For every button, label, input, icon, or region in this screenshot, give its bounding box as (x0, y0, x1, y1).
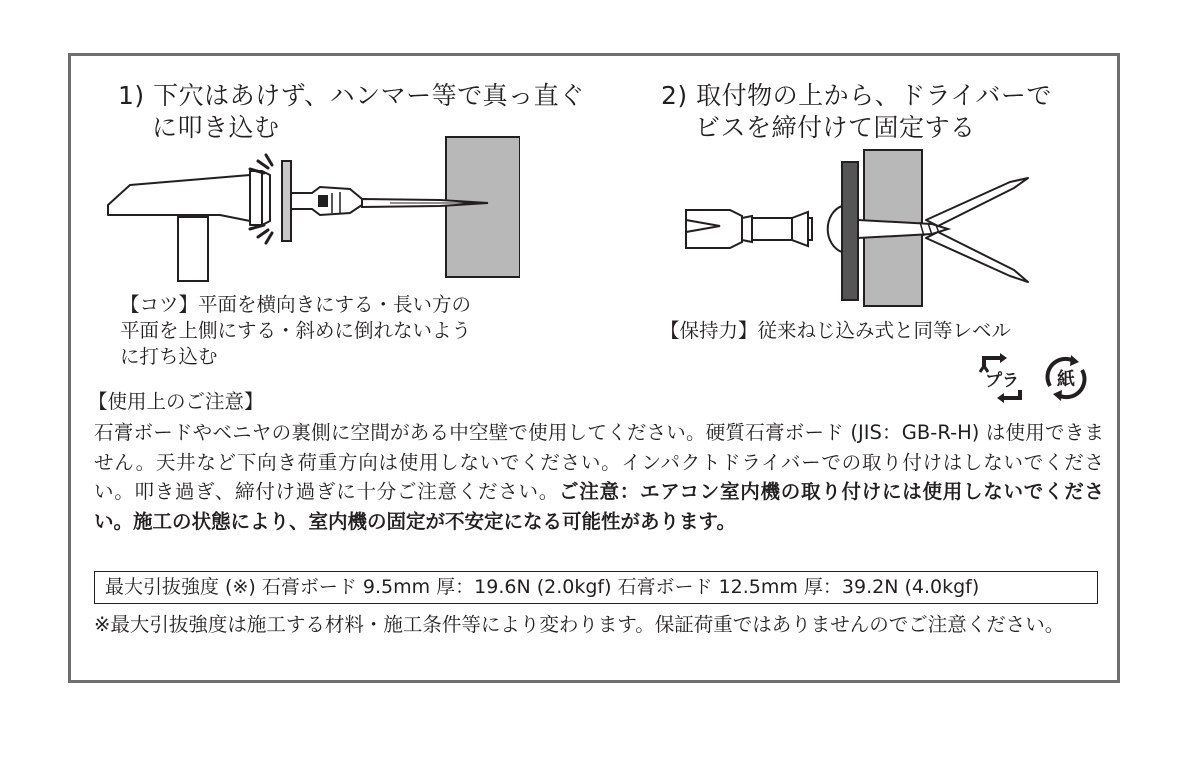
mounted-object (842, 162, 858, 300)
driver-illustration (680, 148, 1040, 308)
anchor-flange (282, 161, 291, 241)
plastic-recycle-icon (976, 352, 1028, 404)
plastic-mark-label: プラ (985, 371, 1019, 391)
step2-title: 2) 取付物の上から、ドライバーで ビスを締付けて固定する (661, 81, 1052, 142)
spec-text: 最大引抜強度 (※) 石膏ボード 9.5mm 厚：19.6N (2.0kgf) 石膏ボード 12.5mm 厚：39.2N (4.0kgf) (105, 576, 980, 598)
max-pullout-strength-box (94, 571, 1098, 604)
paper-recycle-icon (1040, 352, 1092, 404)
caution-body (94, 418, 1104, 536)
hammer-handle (178, 217, 208, 281)
caution-bold-warning: ご注意：エアコン室内機の取り付けには使用しないでください。施工の状態により、室内機の固定が不安定になる可能性があります。 (94, 480, 1104, 533)
step1-tip: 【コツ】平面を横向きにする・長い方の 平面を上側にする・斜めに倒れないよう に打ち込む (120, 293, 472, 368)
footnote: ※最大引抜強度は施工する材料・施工条件等により変わります。保証荷重ではありませんのでご注意ください。 (94, 613, 1065, 636)
caution-heading: 【使用上のご注意】 (88, 390, 264, 413)
step2-holding-strength: 【保持力】従来ねじ込み式と同等レベル (660, 319, 1012, 342)
hammer-illustration (100, 135, 520, 285)
screw-head (828, 206, 842, 252)
step1-title: 1) 下穴はあけず、ハンマー等で真っ直ぐ に叩き込む (118, 81, 585, 142)
anchor-wing-upper (926, 178, 1028, 226)
caution-body-text: 石膏ボードやベニヤの裏側に空間がある中空壁で使用してください。硬質石膏ボード (JIS：GB-R-H) は使用できません。天井など下向き荷重方向は使用しないでください。インパクトドライバーでの取り付けはしないでください。叩き過ぎ、締付け過ぎに十分ご注意ください。 (94, 421, 1104, 503)
paper-mark-label: 紙 (1057, 369, 1075, 390)
wall-section (446, 137, 520, 277)
anchor-wing-lower (926, 232, 1028, 282)
